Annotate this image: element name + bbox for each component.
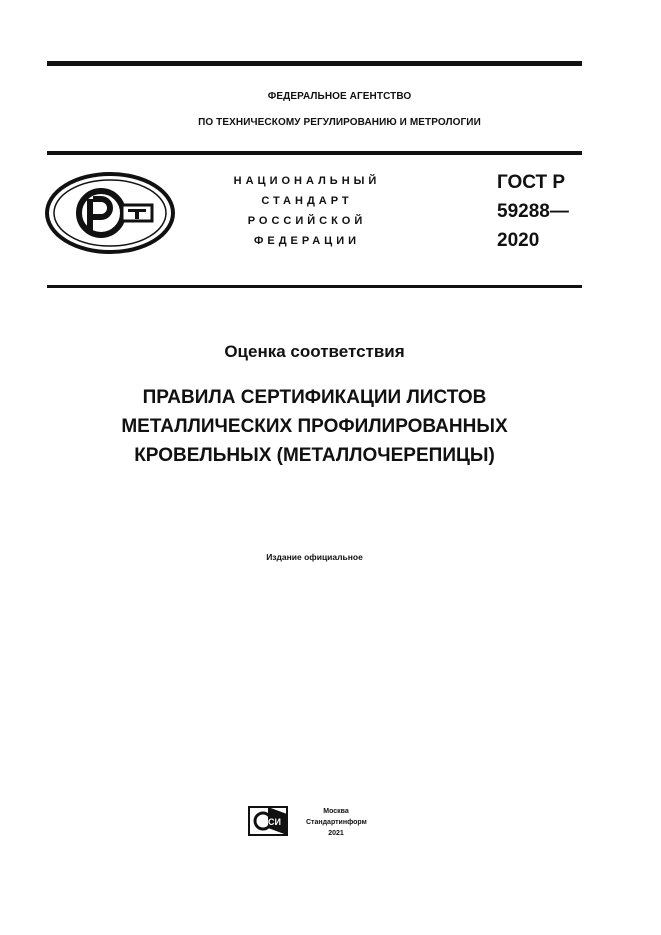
national-standard-line: ФЕДЕРАЦИИ [253, 235, 361, 247]
lower-rule [47, 285, 582, 288]
title-line: МЕТАЛЛИЧЕСКИХ ПРОФИЛИРОВАННЫХ [121, 416, 508, 437]
national-standard-line: РОССИЙСКОЙ [247, 215, 367, 227]
publisher-year: 2021 [328, 830, 344, 837]
national-standard-line: НАЦИОНАЛЬНЫЙ [233, 175, 381, 187]
national-standard-line: СТАНДАРТ [261, 195, 353, 207]
gost-r-logo [44, 171, 176, 255]
publisher-city: Москва [323, 808, 349, 815]
title-line: КРОВЕЛЬНЫХ (МЕТАЛЛОЧЕРЕПИЦЫ) [134, 445, 495, 466]
standard-code-line: 59288— [497, 201, 569, 222]
publisher-logo [248, 806, 288, 836]
document-title [47, 383, 582, 470]
standard-code-line: 2020 [497, 230, 540, 251]
agency-line-1: ФЕДЕРАЛЬНОЕ АГЕНТСТВО [267, 91, 412, 102]
agency-line-2: ПО ТЕХНИЧЕСКОМУ РЕГУЛИРОВАНИЮ И МЕТРОЛОГИИ [198, 117, 481, 128]
publisher-name: Стандартинформ [306, 819, 367, 826]
publisher-logo-text: СИ [268, 817, 281, 827]
document-subtitle: Оценка соответствия [224, 342, 405, 361]
national-standard-label [222, 171, 392, 251]
standard-code [497, 168, 569, 255]
top-rule [47, 61, 582, 66]
edition-note: Издание официальное [266, 552, 363, 562]
publisher-info [306, 806, 366, 839]
title-line: ПРАВИЛА СЕРТИФИКАЦИИ ЛИСТОВ [142, 387, 487, 408]
upper-rule [47, 151, 582, 155]
standard-code-line: ГОСТ Р [497, 172, 566, 193]
